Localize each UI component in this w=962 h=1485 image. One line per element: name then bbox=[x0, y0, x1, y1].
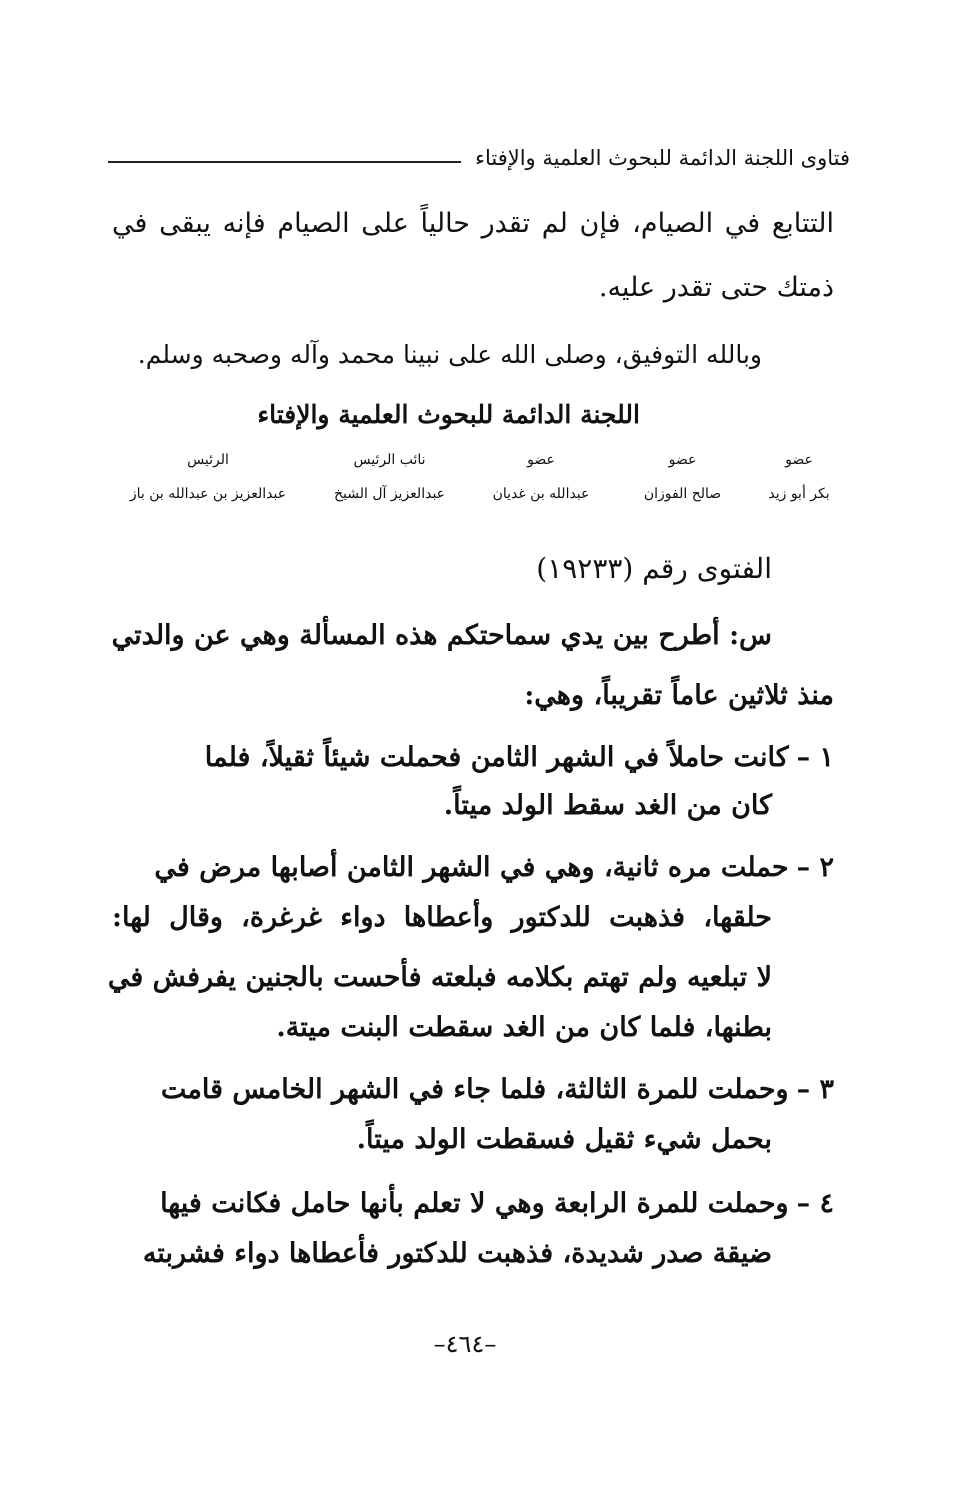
signature-roles bbox=[118, 452, 834, 468]
item-text: كانت حاملاً في الشهر الثامن فحملت شيئاً ثقيلاً، فلما bbox=[204, 742, 789, 773]
header-rule bbox=[108, 161, 461, 163]
role-1: عضو bbox=[785, 452, 813, 468]
question-line-1: س: أطرح بين يدي سماحتكم هذه المسألة وهي عن والدتي bbox=[111, 620, 772, 651]
signature-names bbox=[118, 486, 834, 502]
name-3: عبدالله بن غديان bbox=[492, 486, 590, 502]
committee-title: اللجنة الدائمة للبحوث العلمية والإفتاء bbox=[257, 400, 640, 429]
list-item-3 bbox=[112, 1074, 834, 1105]
running-header bbox=[108, 138, 850, 178]
name-5: عبدالعزيز بن عبدالله بن باز bbox=[129, 486, 287, 502]
name-4: عبدالعزيز آل الشيخ bbox=[333, 486, 446, 502]
closing-line: وبالله التوفيق، وصلى الله على نبينا محمد وآله وصحبه وسلم. bbox=[137, 340, 762, 369]
page-number: –٤٦٤– bbox=[433, 1330, 497, 1358]
name-1: بكر أبو زيد bbox=[768, 486, 830, 502]
intro-line-1: التتابع في الصيام، فإن لم تقدر حالياً على الصيام فإنه يبقى في bbox=[112, 208, 834, 239]
name-2: صالح الفوزان bbox=[643, 486, 722, 502]
role-4: نائب الرئيس bbox=[353, 452, 426, 468]
item-2-line-4: بطنها، فلما كان من الغد سقطت البنت ميتة. bbox=[276, 1012, 772, 1043]
fatwa-number: الفتوى رقم (١٩٢٣٣) bbox=[536, 552, 772, 585]
item-text: وحملت للمرة الرابعة وهي لا تعلم بأنها حامل فكانت فيها bbox=[160, 1188, 789, 1219]
item-text: وحملت للمرة الثالثة، فلما جاء في الشهر الخامس قامت bbox=[160, 1074, 789, 1105]
role-3: عضو bbox=[527, 452, 555, 468]
item-text: حملت مره ثانية، وهي في الشهر الثامن أصابها مرض في bbox=[154, 852, 789, 883]
item-number: ٤ – bbox=[796, 1188, 834, 1219]
role-5: الرئيس bbox=[187, 452, 229, 468]
item-1-line-2: كان من الغد سقط الولد ميتاً. bbox=[443, 790, 772, 821]
question-line-2: منذ ثلاثين عاماً تقريباً، وهي: bbox=[524, 680, 834, 711]
list-item-4 bbox=[112, 1188, 834, 1219]
intro-line-2: ذمتك حتى تقدر عليه. bbox=[598, 272, 834, 303]
item-3-line-2: بحمل شيء ثقيل فسقطت الولد ميتاً. bbox=[356, 1124, 772, 1155]
item-number: ٣ – bbox=[796, 1074, 834, 1105]
running-title: فتاوى اللجنة الدائمة للبحوث العلمية والإفتاء bbox=[475, 146, 850, 170]
list-item-2 bbox=[112, 852, 834, 883]
role-2: عضو bbox=[668, 452, 697, 468]
item-4-line-2: ضيقة صدر شديدة، فذهبت للدكتور فأعطاها دواء فشربته bbox=[142, 1238, 772, 1269]
item-number: ١ – bbox=[796, 742, 834, 773]
item-number: ٢ – bbox=[796, 852, 834, 883]
item-2-line-3: لا تبلعيه ولم تهتم بكلامه فبلعته فأحست بالجنين يفرفش في bbox=[107, 962, 772, 993]
list-item-1 bbox=[112, 742, 834, 773]
item-2-line-2: حلقها، فذهبت للدكتور وأعطاها دواء غرغرة، وقال لها: bbox=[112, 902, 772, 933]
